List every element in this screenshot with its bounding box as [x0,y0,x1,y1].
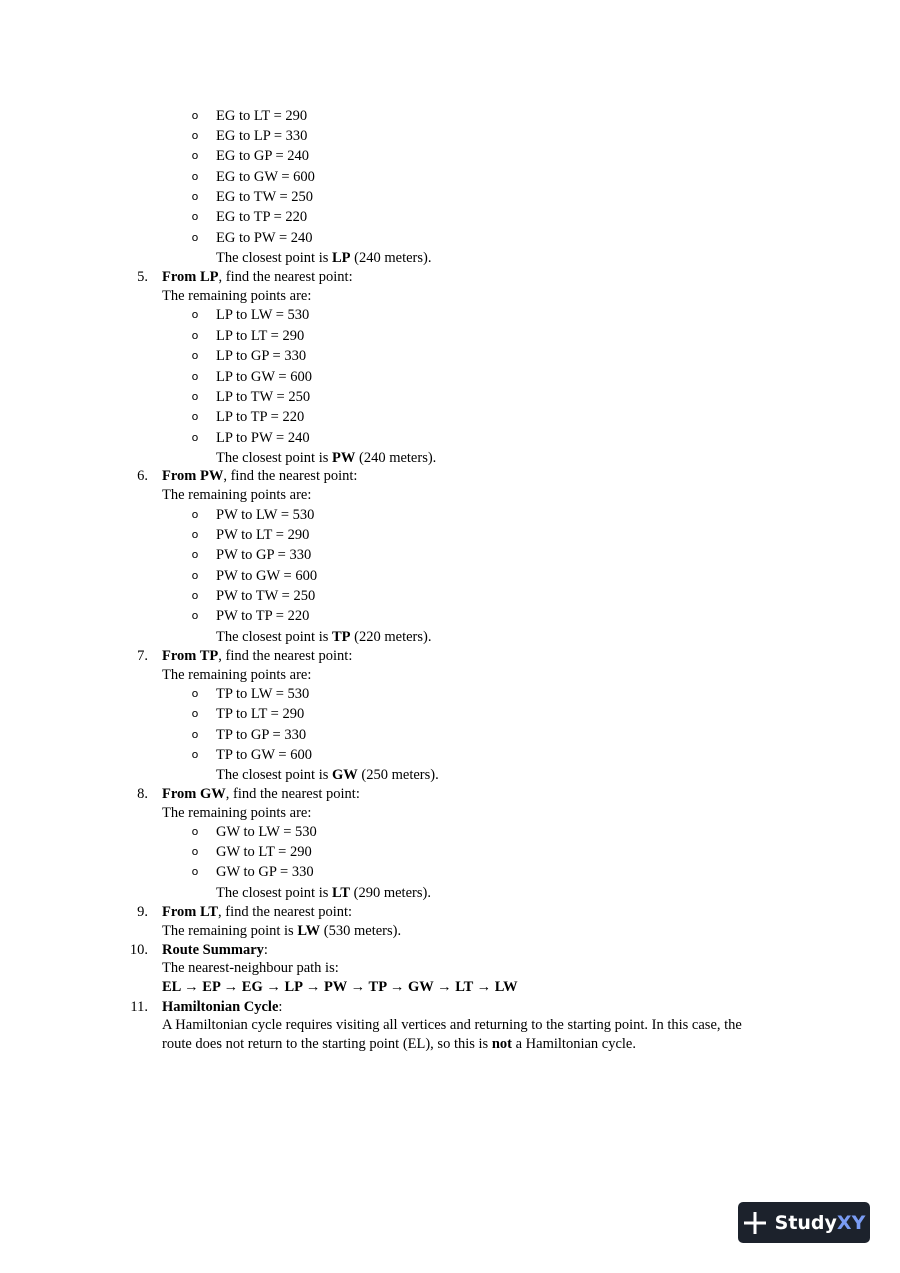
step-heading: From PW, find the nearest point: [162,468,358,484]
distance-item: LP to PW = 240 [216,430,310,446]
list-bullet: o [191,728,199,741]
distance-item: TP to GP = 330 [216,727,307,743]
distance-item: GW to LT = 290 [216,844,312,860]
list-bullet: o [191,548,199,561]
hamiltonian-heading: Hamiltonian Cycle: [162,999,283,1015]
list-bullet: o [191,569,199,582]
remaining-label: The remaining points are: [162,487,312,503]
closest-point-line: The closest point is GW (250 meters). [216,767,439,783]
step-number: 6. [137,468,148,484]
distance-item: EG to PW = 240 [216,230,313,246]
step-number: 5. [137,269,148,285]
route-intro: The nearest-neighbour path is: [162,960,339,976]
list-bullet: o [191,149,199,162]
closest-point-line: The closest point is TP (220 meters). [216,629,432,645]
step-heading: From TP, find the nearest point: [162,648,353,664]
list-bullet: o [191,609,199,622]
distance-item: EG to GP = 240 [216,148,310,164]
distance-item: GW to GP = 330 [216,864,314,880]
list-bullet: o [191,865,199,878]
distance-item: PW to TP = 220 [216,608,310,624]
distance-item: EG to TW = 250 [216,189,314,205]
distance-item: TP to GW = 600 [216,747,312,763]
distance-item: GW to LW = 530 [216,824,317,840]
distance-item: LP to GW = 600 [216,369,312,385]
list-bullet: o [191,129,199,142]
distance-item: LP to TW = 250 [216,389,311,405]
route-summary-heading: Route Summary: [162,942,268,958]
distance-item: LP to TP = 220 [216,409,305,425]
list-bullet: o [191,190,199,203]
distance-item: PW to LT = 290 [216,527,310,543]
step-number: 10. [129,942,148,958]
distance-item: PW to GW = 600 [216,568,318,584]
list-bullet: o [191,410,199,423]
list-bullet: o [191,748,199,761]
closest-point-line: The closest point is PW (240 meters). [216,450,437,466]
distance-item: TP to LW = 530 [216,686,310,702]
step-number: 7. [137,648,148,664]
step-number: 11. [130,999,148,1015]
remaining-label: The remaining points are: [162,288,312,304]
hamiltonian-text-line-2: route does not return to the starting point (EL), so this is not a Hamiltonian cycle. [162,1036,636,1052]
list-bullet: o [191,210,199,223]
distance-item: PW to TW = 250 [216,588,316,604]
closest-point-line: The closest point is LT (290 meters). [216,885,431,901]
list-bullet: o [191,349,199,362]
list-bullet: o [191,231,199,244]
list-bullet: o [191,528,199,541]
logo-text-main: Study [774,1211,837,1234]
logo-text-accent: XY [836,1211,866,1234]
step-number: 9. [137,904,148,920]
route-path: EL → EP → EG → LP → PW → TP → GW → LT → LW [162,979,518,995]
list-bullet: o [191,825,199,838]
list-bullet: o [191,845,199,858]
remaining-point-line: The remaining point is LW (530 meters). [162,923,402,939]
studyxy-logo [738,1202,870,1243]
list-bullet: o [191,687,199,700]
distance-item: PW to GP = 330 [216,547,312,563]
distance-item: LP to LT = 290 [216,328,305,344]
distance-item: PW to LW = 530 [216,507,315,523]
hamiltonian-text-line-1: A Hamiltonian cycle requires visiting all vertices and returning to the starting point. In this case, the [162,1017,742,1033]
distance-item: EG to LT = 290 [216,108,308,124]
list-bullet: o [191,431,199,444]
distance-item: EG to LP = 330 [216,128,308,144]
list-bullet: o [191,707,199,720]
list-bullet: o [191,329,199,342]
step-number: 8. [137,786,148,802]
list-bullet: o [191,508,199,521]
distance-item: TP to LT = 290 [216,706,305,722]
remaining-label: The remaining points are: [162,805,312,821]
step-heading: From LT, find the nearest point: [162,904,353,920]
step-heading: From GW, find the nearest point: [162,786,360,802]
distance-item: EG to GW = 600 [216,169,315,185]
step-heading: From LP, find the nearest point: [162,269,353,285]
closest-point-line: The closest point is LP (240 meters). [216,250,432,266]
list-bullet: o [191,308,199,321]
distance-item: EG to TP = 220 [216,209,308,225]
list-bullet: o [191,109,199,122]
plus-logo-icon [743,1211,767,1235]
distance-item: LP to LW = 530 [216,307,310,323]
list-bullet: o [191,370,199,383]
list-bullet: o [191,170,199,183]
list-bullet: o [191,390,199,403]
distance-item: LP to GP = 330 [216,348,307,364]
remaining-label: The remaining points are: [162,667,312,683]
list-bullet: o [191,589,199,602]
